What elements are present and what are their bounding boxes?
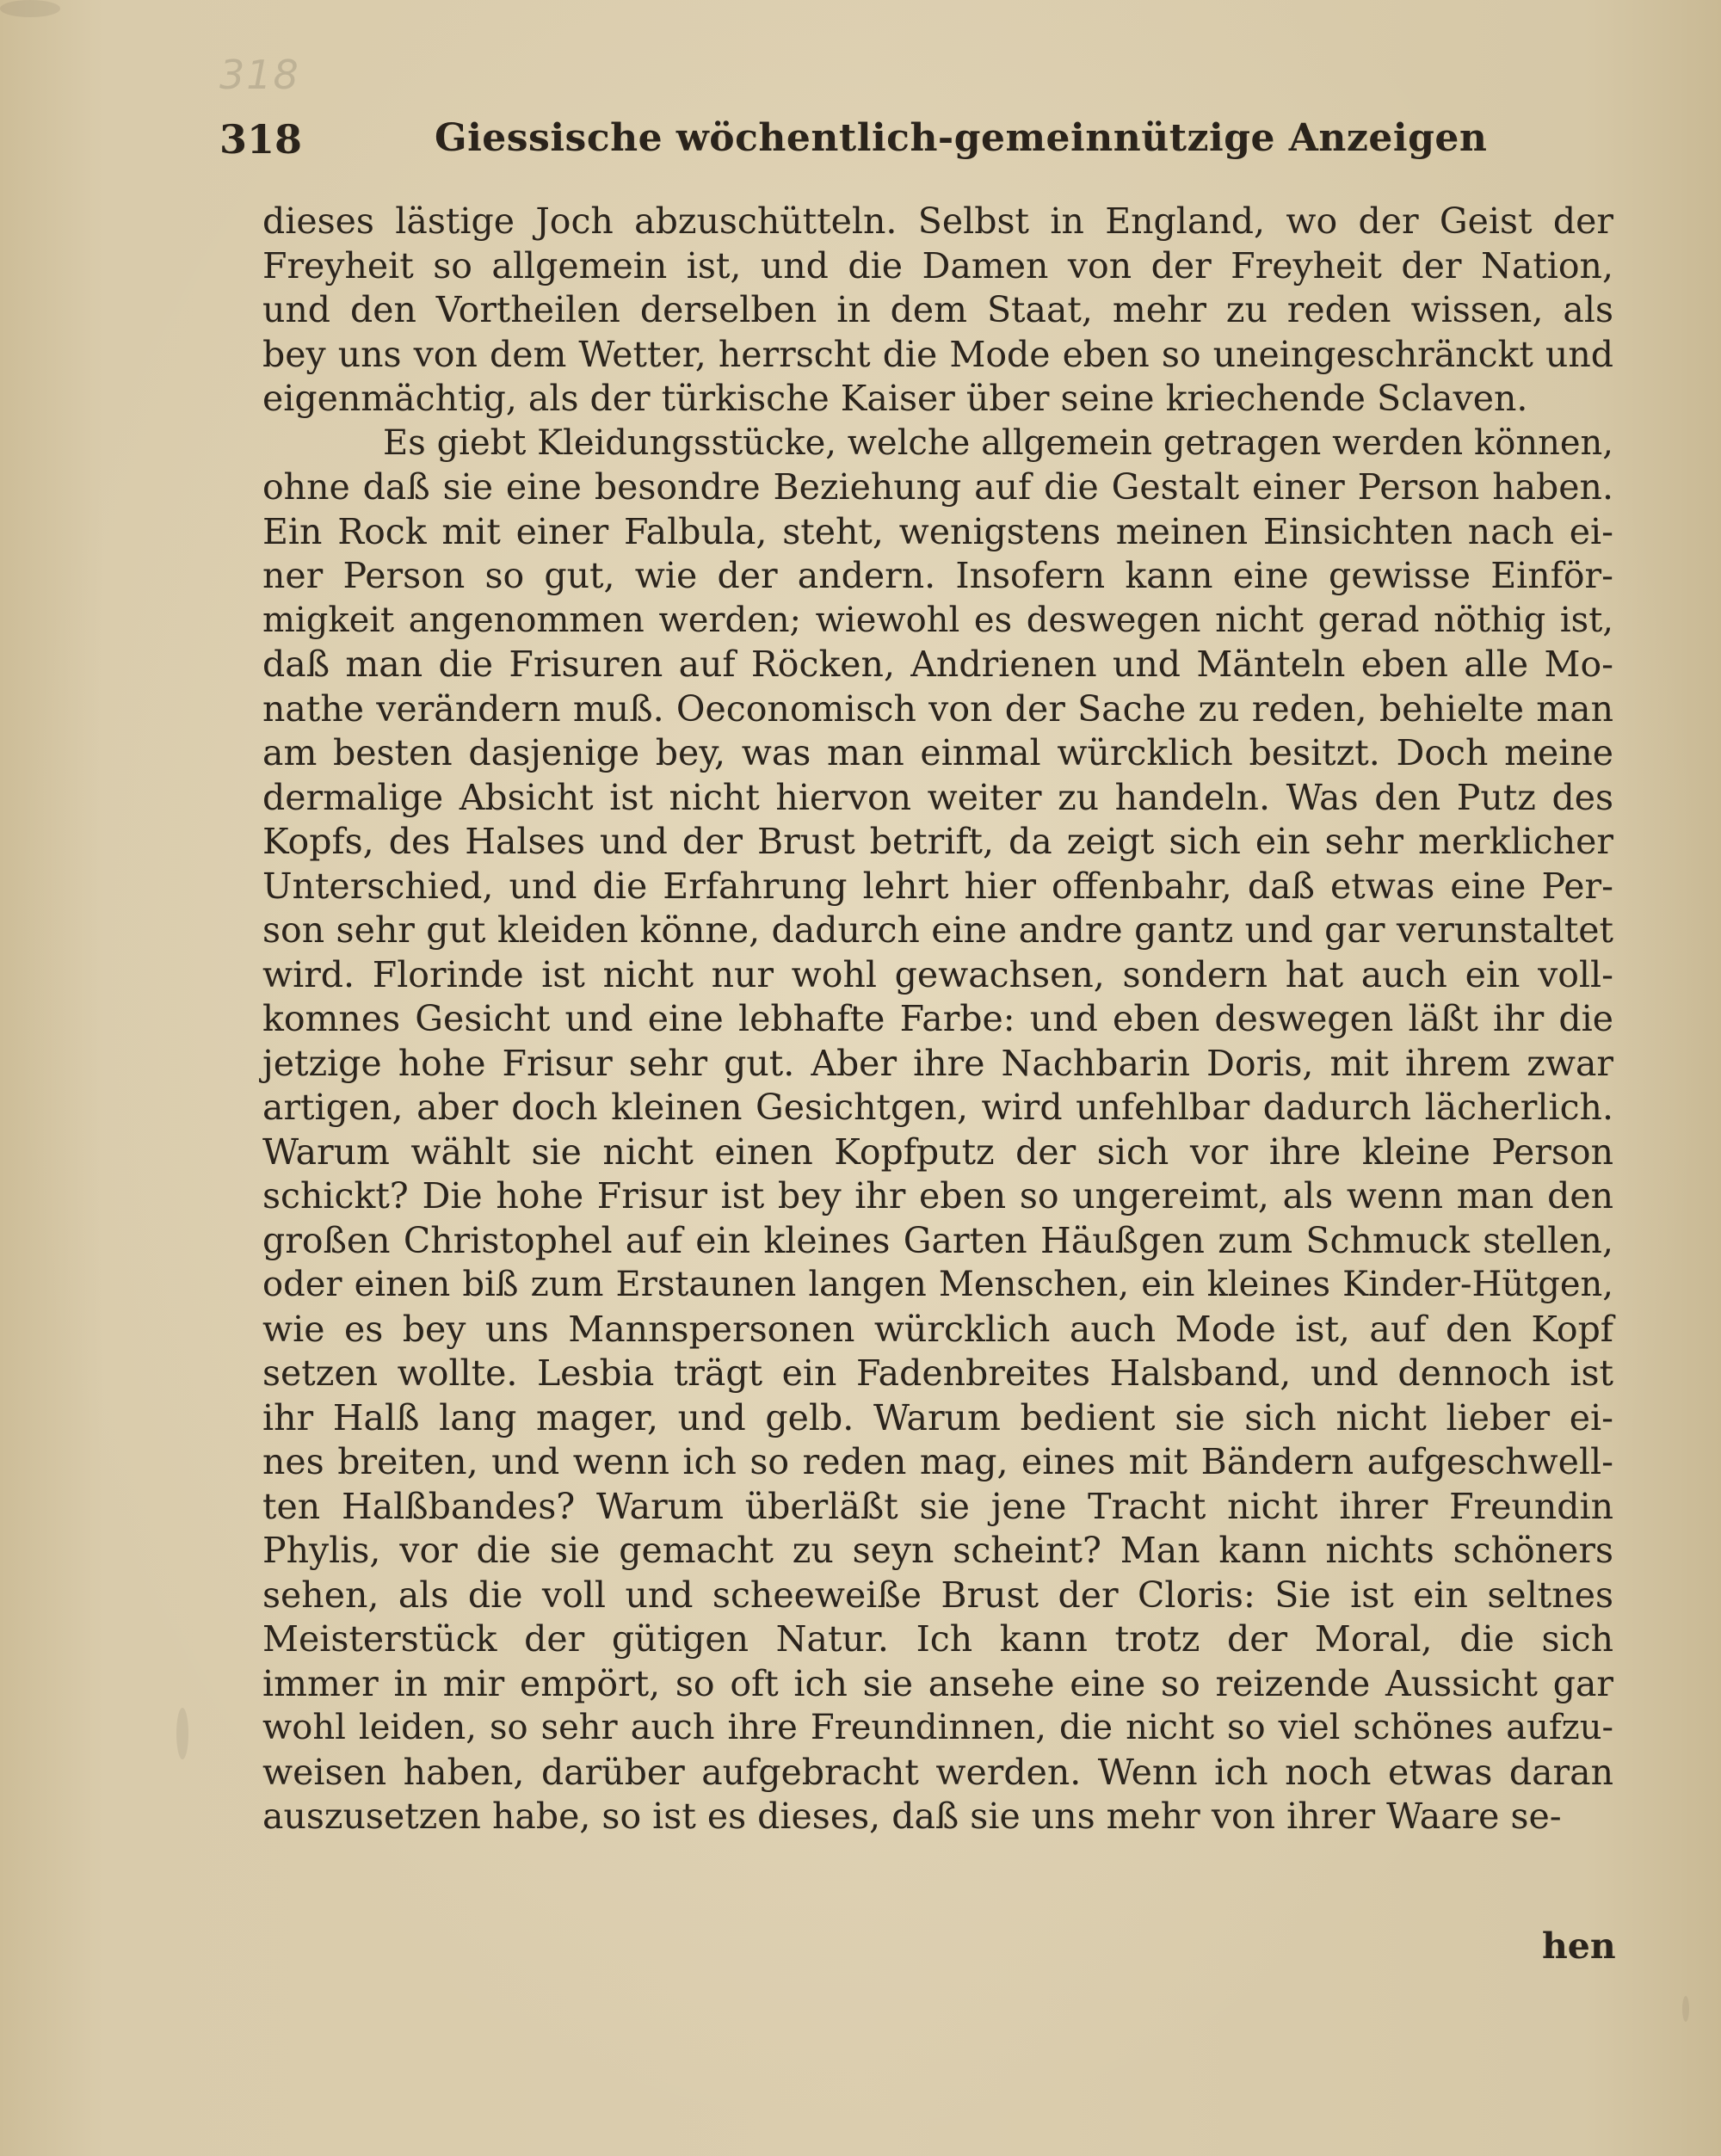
paper-stain <box>1682 1996 1689 2022</box>
text-line: wohl leiden, so sehr auch ihre Freundinnen, die nicht so viel schönes aufzu- <box>262 1708 1613 1747</box>
text-line: komnes Gesicht und eine lebhafte Farbe: und eben deswegen läßt ihr die <box>262 998 1613 1039</box>
text-line: immer in mir empört, so oft ich sie ansehe eine so reizende Aussicht gar <box>262 1662 1613 1704</box>
text-line: wird. Florinde ist nicht nur wohl gewachsen, sondern hat auch ein voll- <box>262 953 1613 995</box>
text-line: dermalige Absicht ist nicht hiervon weiter zu handeln. Was den Putz des <box>262 776 1613 818</box>
text-line: Es giebt Kleidungsstücke, welche allgemein getragen werden können, <box>383 422 1613 463</box>
text-line: son sehr gut kleiden könne, dadurch eine andre gantz und gar verunstaltet <box>262 909 1613 951</box>
text-line: auszusetzen habe, so ist es dieses, daß sie uns mehr von ihrer Waare se- <box>262 1796 1562 1837</box>
text-line: oder einen biß zum Erstaunen langen Menschen, ein kleines Kinder-Hütgen, <box>262 1265 1613 1304</box>
running-head: Giessische wöchentlich-gemeinnützige Anzeigen <box>435 116 1488 160</box>
text-line: eigenmächtig, als der türkische Kaiser über seine kriechende Sclaven. <box>262 378 1528 419</box>
text-line: nes breiten, und wenn ich so reden mag, eines mit Bändern aufgeschwell- <box>262 1441 1613 1482</box>
text-line: sehen, als die voll und scheeweiße Brust der Cloris: Sie ist ein seltnes <box>262 1574 1613 1616</box>
text-line: setzen wollte. Lesbia trägt ein Fadenbreites Halsband, und dennoch ist <box>262 1352 1613 1394</box>
body-text <box>262 200 1613 1839</box>
catchword: hen <box>1542 1925 1616 1967</box>
text-line: am besten dasjenige bey, was man einmal würcklich besitzt. Doch meine <box>262 732 1613 773</box>
text-line: daß man die Frisuren auf Röcken, Andrienen und Mänteln eben alle Mo- <box>262 644 1613 685</box>
text-line: migkeit angenommen werden; wiewohl es deswegen nicht gerad nöthig ist, <box>262 600 1613 640</box>
text-line: dieses lästige Joch abzuschütteln. Selbst in England, wo der Geist der <box>262 200 1613 242</box>
text-line: ihr Halß lang mager, und gelb. Warum bedient sie sich nicht lieber ei- <box>262 1396 1613 1438</box>
text-line: ohne daß sie eine besondre Beziehung auf die Gestalt einer Person haben. <box>262 466 1613 508</box>
page-header <box>219 116 1488 176</box>
text-line: Unterschied, und die Erfahrung lehrt hier offenbahr, daß etwas eine Per- <box>262 865 1613 907</box>
text-line: und den Vortheilen derselben in dem Staat, mehr zu reden wissen, als <box>262 289 1613 330</box>
text-line: Kopfs, des Halses und der Brust betrift, da zeigt sich ein sehr merklicher <box>262 821 1613 862</box>
text-line: Freyheit so allgemein ist, und die Damen von der Freyheit der Nation, <box>262 244 1613 286</box>
text-line: Ein Rock mit einer Falbula, steht, wenigstens meinen Einsichten nach ei- <box>262 510 1613 552</box>
text-line: großen Christophel auf ein kleines Garten Häußgen zum Schmuck stellen, <box>262 1219 1613 1261</box>
text-line: ten Halßbandes? Warum überläßt sie jene Tracht nicht ihrer Freundin <box>262 1485 1613 1527</box>
text-line: bey uns von dem Wetter, herrscht die Mode eben so uneingeschränckt und <box>262 333 1613 375</box>
text-line: Meisterstück der gütigen Natur. Ich kann trotz der Moral, die sich <box>262 1618 1613 1660</box>
text-line: ner Person so gut, wie der andern. Insofern kann eine gewisse Einför- <box>262 555 1613 596</box>
page-number: 318 <box>219 116 303 163</box>
text-line: artigen, aber doch kleinen Gesichtgen, wird unfehlbar dadurch lächerlich. <box>262 1087 1613 1128</box>
text-line: nathe verändern muß. Oeconomisch von der Sache zu reden, behielte man <box>262 687 1613 730</box>
text-line: jetzige hohe Frisur sehr gut. Aber ihre Nachbarin Doris, mit ihrem zwar <box>262 1042 1613 1084</box>
paper-stain <box>0 0 60 17</box>
text-line: Phylis, vor die sie gemacht zu seyn scheint? Man kann nichts schöners <box>262 1530 1613 1571</box>
paper-stain <box>176 1708 188 1759</box>
text-line: wie es bey uns Mannspersonen würcklich auch Mode ist, auf den Kopf <box>262 1308 1613 1350</box>
text-line: weisen haben, darüber aufgebracht werden. Wenn ich noch etwas daran <box>262 1751 1613 1793</box>
text-line: Warum wählt sie nicht einen Kopfputz der sich vor ihre kleine Person <box>262 1130 1613 1173</box>
text-line: schickt? Die hohe Frisur ist bey ihr eben so ungereimt, als wenn man den <box>262 1175 1613 1217</box>
pencil-page-mark: 318 <box>219 52 300 98</box>
